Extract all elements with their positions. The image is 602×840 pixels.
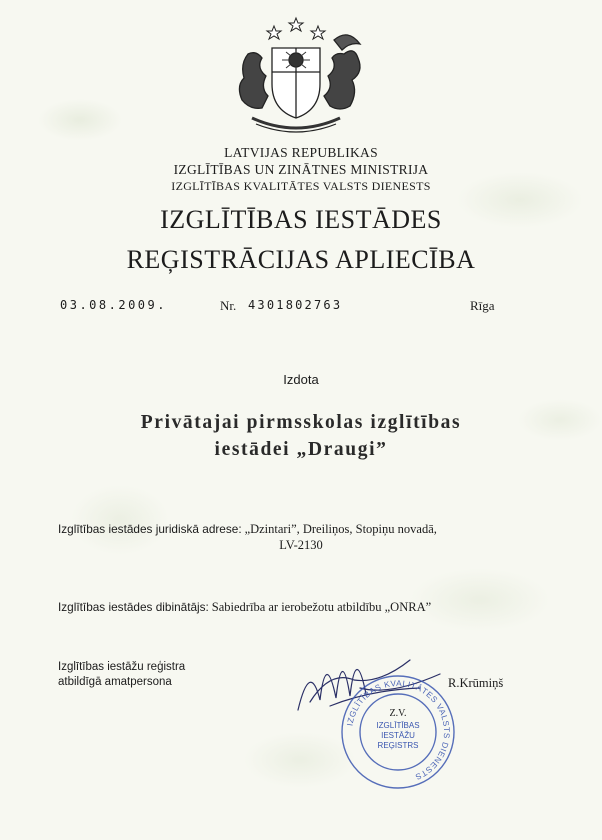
responsible-official — [58, 660, 185, 690]
issuer-republic: LATVIJAS REPUBLIKAS — [224, 145, 378, 160]
issued-label: Izdota — [283, 372, 319, 387]
document-title-line1: IZGLĪTĪBAS IESTĀDES — [160, 205, 442, 234]
stamp-mark: Z.V. — [389, 708, 407, 719]
official-title-line2: atbildīgā amatpersona — [58, 676, 172, 688]
stamp-center-line3: REĢISTRS — [377, 741, 419, 750]
stamp-center-line1: IZGLĪTĪBAS — [376, 721, 420, 730]
official-title-line1: Izglītības iestāžu reģistra — [58, 661, 186, 673]
legal-address-postcode: LV-2130 — [279, 538, 323, 552]
registration-number-label: Nr. — [220, 298, 237, 313]
document-title-line2: REĢISTRĀCIJAS APLIECĪBA — [126, 245, 476, 274]
issuer-service: IZGLĪTĪBAS KVALITĀTES VALSTS DIENESTS — [171, 179, 431, 193]
coat-of-arms-icon — [226, 14, 366, 136]
issue-date: 03.08.2009. — [60, 298, 167, 312]
official-stamp — [338, 672, 458, 792]
issue-city: Rīga — [470, 298, 495, 313]
legal-address — [58, 522, 528, 536]
founder-label: Izglītības iestādes dibinātājs: — [58, 600, 209, 614]
issuer-ministry: IZGLĪTĪBAS UN ZINĀTNES MINISTRIJA — [173, 162, 429, 177]
legal-address-label: Izglītības iestādes juridiskā adrese: — [58, 522, 242, 536]
founder — [58, 600, 558, 614]
official-name: R.Krūmiņš — [448, 676, 504, 690]
stamp-ring-text: IZGLĪTĪBAS KVALITĀTES VALSTS DIENESTS — [345, 678, 452, 782]
recipient-name-line1: Privātajai pirmsskolas izglītības — [140, 412, 462, 433]
recipient-name-line2: iestādei „Draugi” — [214, 439, 388, 460]
registration-number: 4301802763 — [248, 298, 343, 312]
legal-address-value: „Dzintari”, Dreiliņos, Stopiņu novadā, — [244, 522, 437, 536]
founder-value: Sabiedrība ar ierobežotu atbildību „ONRA” — [211, 600, 432, 614]
stamp-center-line2: IESTĀŽU — [381, 731, 415, 740]
